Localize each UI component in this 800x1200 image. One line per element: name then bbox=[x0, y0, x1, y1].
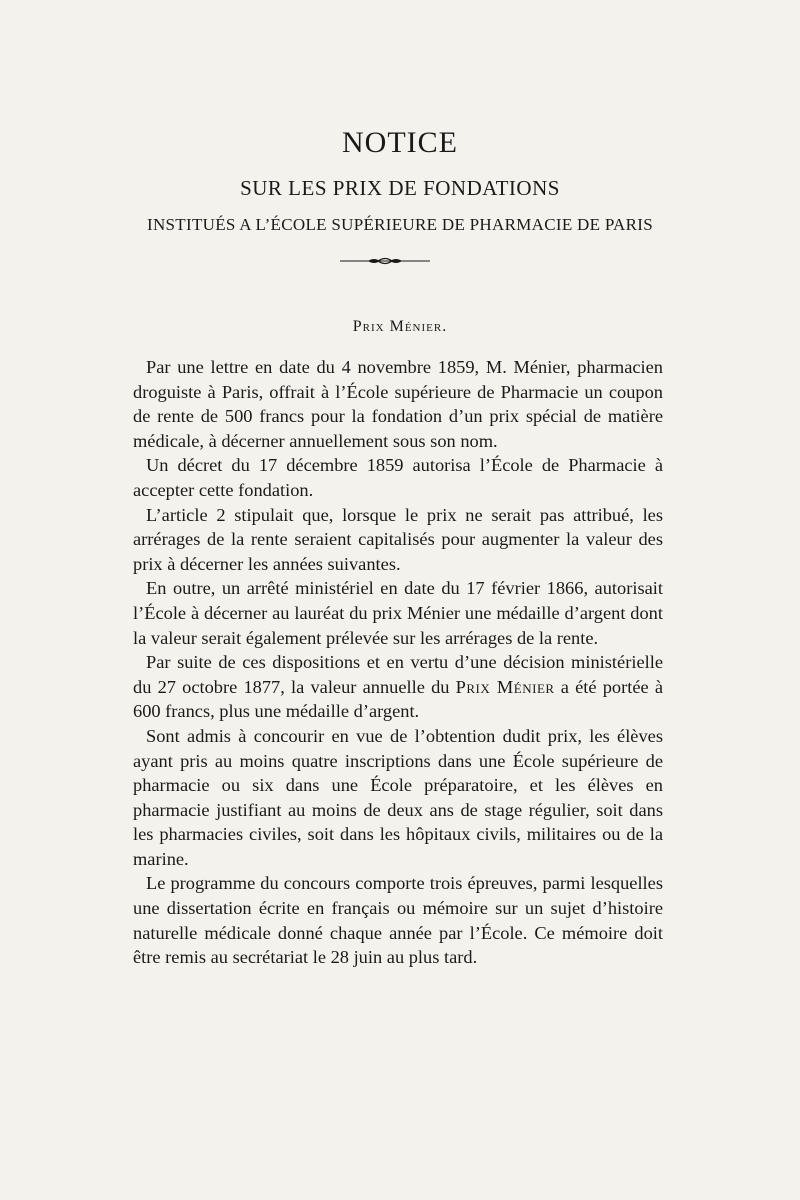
paragraph: En outre, un arrêté ministériel en date du 17 février 1866, autorisait l’École à décerner au lauréat du prix Ménier une médaille d’argent dont la valeur serait également prélevée sur les arrérages de la rente. bbox=[133, 578, 663, 648]
paragraph-text: Par suite de ces dispositions et en vertu d’une décision ministérielle du 27 octobre 1877, la valeur annuelle du bbox=[133, 652, 663, 697]
paragraph: Sont admis à concourir en vue de l’obtention dudit prix, les élèves ayant pris au moins quatre inscriptions dans une École supérieure de pharmacie ou six dans une École préparatoire, et les élèves en pharmacie justifiant au moins de deux ans de stage régulier, soit dans les pharmacies civiles, soit dans les hôpitaux civils, militaires ou de la marine. bbox=[133, 725, 663, 869]
paragraph bbox=[133, 650, 663, 724]
page-subtitle: SUR LES PRIX DE FONDATIONS bbox=[240, 176, 560, 200]
ornament-divider-icon bbox=[340, 256, 430, 266]
page-title: NOTICE bbox=[342, 126, 458, 159]
paragraph: Par une lettre en date du 4 novembre 1859, M. Ménier, pharmacien droguiste à Paris, offrait à l’École supérieure de Pharmacie un coupon de rente de 500 francs pour la fondation d’un prix spécial de matière médicale, à décerner annuellement sous son nom. bbox=[133, 357, 663, 451]
paragraph: Un décret du 17 décembre 1859 autorisa l’École de Pharmacie à accepter cette fondation. bbox=[133, 455, 663, 500]
paragraph-text: a été portée à 600 francs, plus une médaille d’argent. bbox=[133, 676, 663, 722]
page-subtitle-institution: INSTITUÉS A L’ÉCOLE SUPÉRIEURE DE PHARMACIE DE PARIS bbox=[147, 215, 653, 234]
paragraph: L’article 2 stipulait que, lorsque le prix ne serait pas attribué, les arrérages de la rente seraient capitalisés pour augmenter la valeur des prix à décerner les années suivantes. bbox=[133, 504, 663, 574]
section-heading: Prix Ménier. bbox=[352, 318, 448, 335]
body-text bbox=[133, 355, 663, 970]
paragraph: Le programme du concours comporte trois épreuves, parmi lesquelles une dissertation écrite en français ou mémoire sur un sujet d’histoire naturelle médicale donné chaque année par l’École. Ce mémoire doit être remis au secrétariat le 28 juin au plus tard. bbox=[133, 873, 663, 968]
prize-name-smallcaps: Prix Ménier bbox=[455, 676, 555, 697]
